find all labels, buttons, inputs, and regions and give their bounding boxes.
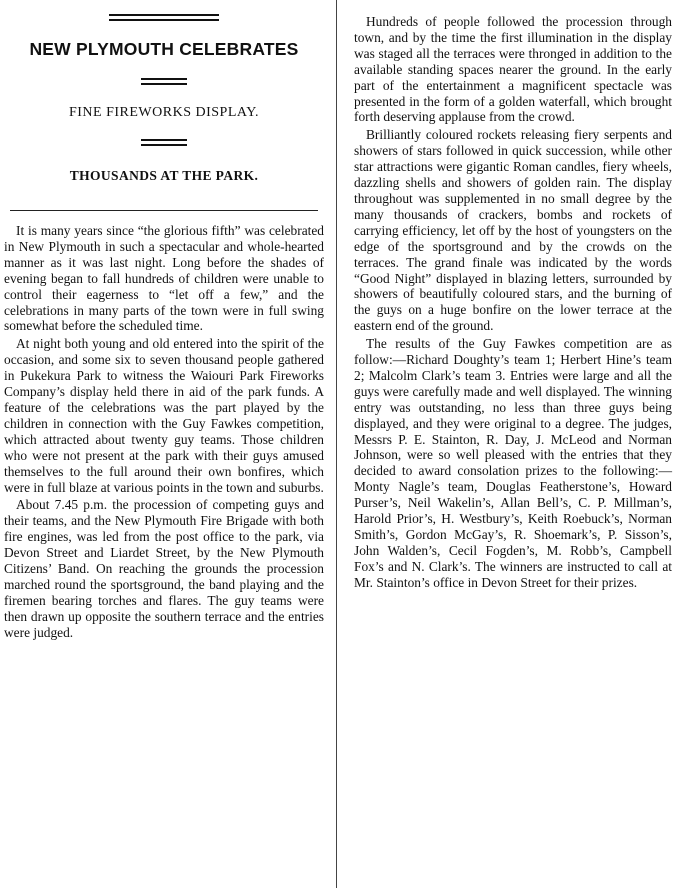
headline: NEW PLYMOUTH CELEBRATES xyxy=(29,39,299,59)
right-column xyxy=(354,0,672,591)
article-paragraph: About 7.45 p.m. the procession of competing guys and their teams, and the New Plymouth Fire Brigade with both fire engines, was led from the post office to the park, via Devon Street and Liardet Street, by the New Plymouth Citizens’ Band. On reaching the grounds the procession marched round the sportsground, the band playing and the firemen bearing torches and flares. The guy teams were then drawn up opposite the southern terrace and the entries were judged. xyxy=(4,497,324,640)
subhead-fireworks: FINE FIREWORKS DISPLAY. xyxy=(68,105,260,120)
section-divider xyxy=(141,139,187,141)
section-divider xyxy=(141,78,187,80)
article-paragraph: The results of the Guy Fawkes competition are as follow:—Richard Doughty’s team 1; Herbert Hine’s team 2; Malcolm Clark’s team 3. Entries were large and all the guys were carefully made and well displayed. The winning entry was outstanding, no less than three guys being displayed, and they were original to a degree. The judges, Messrs P. E. Stainton, R. Day, J. McLeod and Norman Johnson, were so well pleased with the entries that they decided to award consolation prizes to the following:—Monty Nagle’s team, Douglas Featherstone’s, Howard Purser’s, Neil Wakelin’s, Allan Bell’s, C. P. Millman’s, Harold Prior’s, H. Westbury’s, Keith Roebuck’s, Norman Smith’s, Gordon McGay’s, R. Shoemark’s, P. Sisson’s, John Walden’s, Cecil Fogden’s, M. Robb’s, Campbell Fox’s and N. Clark’s. The winners are instructed to call at Mr. Stainton’s office in Devon Street for their prizes. xyxy=(354,336,672,590)
subhead-thousands: THOUSANDS AT THE PARK. xyxy=(69,168,259,183)
section-divider xyxy=(141,83,187,85)
left-column xyxy=(4,0,324,641)
article-paragraph: It is many years since “the glorious fifth” was celebrated in New Plymouth in such a spectacular and whole-hearted manner as it was last night. Long before the shades of evening began to fall hundreds of children were unable to control their eagerness to “let off a few,” and the celebrations in many parts of the town were in full swing somewhat before the scheduled time. xyxy=(4,223,324,334)
column-divider xyxy=(336,0,337,888)
article-paragraph: Brilliantly coloured rockets releasing fiery serpents and showers of stars followed in quick succession, while other star attractions were gigantic Roman candles, fiery wheels, dazzling shells and showers of golden rain. The display throughout was supplemented in no small degree by the many thousands of crackers, bombs and rockets of carrying efficiency, let off by the host of youngsters on the edge of the sportsground and by the crowds on the terraces. The grand finale was indicated by the words “Good Night” displayed in blazing letters, surrounded by showers of beautifully coloured stars, and the burning of the guys on a huge bonfire on the lower terrace at the eastern end of the ground. xyxy=(354,127,672,334)
section-divider xyxy=(141,144,187,146)
article-paragraph: Hundreds of people followed the procession through town, and by the time the first illumination in the display was staged all the terraces were thronged in addition to the available standing spaces nearer the ground. In the early part of the entertainment a magnificent spectacle was presented in the form of a golden waterfall, which brought forth deserving applause from the crowd. xyxy=(354,14,672,125)
masthead-rule xyxy=(109,19,219,21)
headline-rule xyxy=(10,210,318,211)
masthead-rule xyxy=(109,14,219,16)
article-paragraph: At night both young and old entered into the spirit of the occasion, and some six to seven thousand people gathered in Pukekura Park to witness the Waiouri Park Fireworks Company’s display held there in aid of the park funds. A feature of the celebrations was the part played by the children in connection with the Guy Fawkes competition, which attracted about twenty guy teams. Those children who were not present at the park with their guys amused themselves to the full around their own bonfires, which were in full blaze at various points in the town and suburbs. xyxy=(4,336,324,495)
